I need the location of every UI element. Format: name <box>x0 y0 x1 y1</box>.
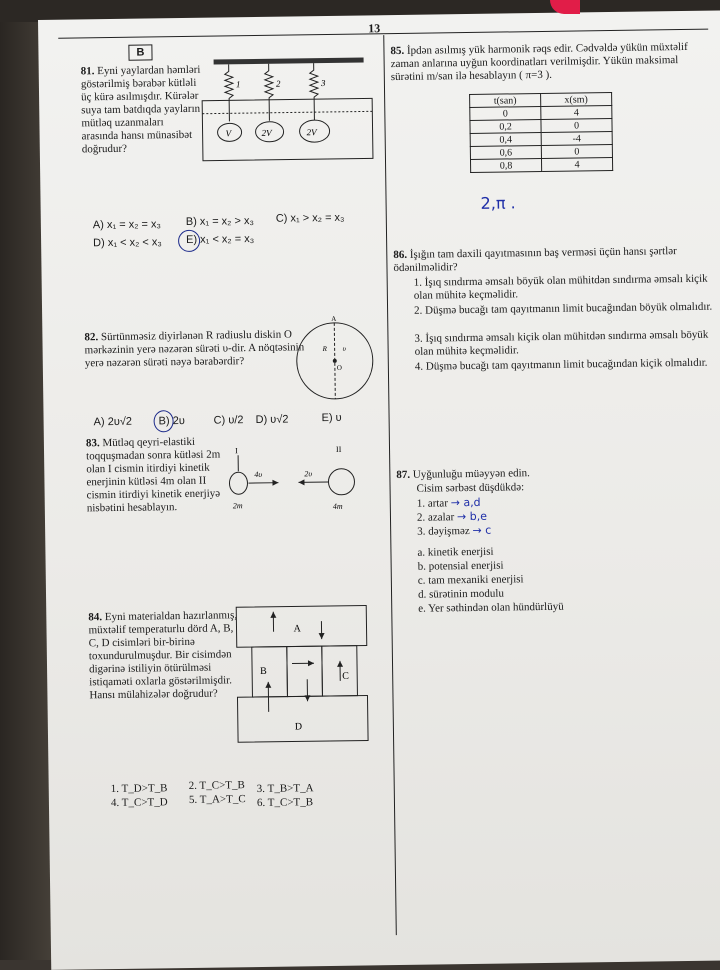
q81-figure <box>199 53 381 166</box>
q81-option-d[interactable]: D) x₁ < x₂ < x₃ <box>93 236 162 249</box>
table-row: 0,4 -4 <box>470 131 612 146</box>
q87-handwritten-1: → a,d <box>451 496 481 509</box>
q82-option-d[interactable]: D) υ√2 <box>256 414 289 426</box>
q85-handwritten-answer: 2,π . <box>480 193 515 212</box>
q82-option-e[interactable]: E) υ <box>322 412 342 424</box>
q81-option-e[interactable]: E) x₁ < x₂ = x₃ <box>186 233 254 246</box>
q84-statement-3: 3. T_B>T_A <box>257 782 314 796</box>
q86-item-4: 4. Düşmə bucağı tam qayıtmanın limit bucağından kiçik olmalıdır. <box>415 357 715 374</box>
q82-center-label: O <box>337 364 342 372</box>
q82-answer-circle <box>153 410 173 432</box>
table-row: 0 4 <box>470 105 612 120</box>
q83-mass-2: 4m <box>333 502 343 511</box>
q87-item-1: 1. artar → a,d <box>417 496 481 511</box>
q82-text: 82. Sürtünməsiz diyirlənən R radiuslu diskin O mərkəzinin yerə nəzərən sürəti υ-dir. A nöqtəsinin yerə nəzərən sürəti nəyə bərabərdir? <box>84 328 305 370</box>
q85-table-header-t: t(san) <box>470 93 541 107</box>
page-number: 13 <box>368 21 380 36</box>
q84-text: 84. Eyni materialdan hazırlanmış, müxtəlif temperaturlu dörd A, B, C, D cisimləri bir-birinə toxundurulmuşdur. Bir cisimdən digərinə istiliyin ötürülməsi istiqaməti oxlarla göstərilmişdir. Hansı mülahizələr doğrudur? <box>88 609 239 702</box>
q82-disk-figure <box>292 315 383 406</box>
exam-page <box>38 10 720 970</box>
q82-option-c[interactable]: C) υ/2 <box>214 414 244 426</box>
q87-item-2: 2. azalar → b,e <box>417 510 487 525</box>
q85-text: 85. İpdən asılmış yük harmonik rəqs edir. Cədvəldə yükün müxtəlif zaman anlarına uyğun koordinatları verilmişdir. Yükün maksimal sürətini m/san ilə hesablayın ( π=3 ). <box>390 41 711 84</box>
table-row: 0,8 4 <box>470 157 612 172</box>
q85-table <box>469 92 613 173</box>
q87-choice-b: b. potensial enerjisi <box>418 560 504 574</box>
q82-radius-label: R <box>322 345 328 353</box>
q81-spring-3: 3 <box>320 78 326 88</box>
q87-choice-a: a. kinetik enerjisi <box>417 546 493 560</box>
q81-option-b[interactable]: B) x₁ = x₂ > x₃ <box>186 215 254 228</box>
q84-statement-4: 4. T_C>T_D <box>111 796 168 810</box>
q82-option-b[interactable]: B) 2υ <box>159 415 185 427</box>
q87-handwritten-2: → b,e <box>457 510 487 523</box>
table-row: 0,6 0 <box>470 144 612 159</box>
q81-volume-3: 2V <box>307 127 319 137</box>
q87-subtitle: Cisim sərbəst düşdükdə: <box>416 481 524 496</box>
q87-text: 87. Uyğunluğu müəyyən edin. <box>396 467 530 482</box>
q83-mass-1: 2m <box>233 501 243 510</box>
q81-spring-2: 2 <box>276 79 281 89</box>
q81-spring-1: 1 <box>236 79 241 89</box>
q82-speed-label: υ <box>343 345 346 353</box>
q84-bodies-figure <box>231 600 383 752</box>
q87-choice-e: e. Yer səthindən olan hündürlüyü <box>418 601 564 616</box>
q82-option-a[interactable]: A) 2υ√2 <box>94 416 133 429</box>
q84-statement-1: 1. T_D>T_B <box>111 782 168 796</box>
q84-statement-5: 5. T_A>T_C <box>189 793 246 807</box>
q83-speed-1: 4υ <box>254 470 262 479</box>
q83-body-ii: II <box>336 445 342 454</box>
table-row: 0,2 0 <box>470 118 612 133</box>
q84-statement-2: 2. T_C>T_B <box>189 779 245 793</box>
q85-table-header-x: x(sm) <box>541 92 612 106</box>
q84-label-b: B <box>260 666 267 677</box>
q81-answer-circle <box>178 230 200 252</box>
q86-item-3: 3. İşıq sındırma əmsalı kiçik olan mühitdən sındırma əmsalı böyük olan mühitə keçməlidir. <box>414 329 714 359</box>
q84-label-d: D <box>295 721 302 732</box>
q83-speed-2: 2υ <box>304 469 312 478</box>
q81-option-c[interactable]: C) x₁ > x₂ = x₃ <box>276 212 345 225</box>
q81-option-a[interactable]: A) x₁ = x₂ = x₃ <box>93 218 161 231</box>
variant-label: B <box>128 44 152 60</box>
q82-point-label: A <box>331 315 336 323</box>
q81-text: 81. Eyni yaylardan həmləri göstərilmiş bərabər kütləli üç kürə asılmışdır. Kürələr suya tam batdıqda yayların mütləq uzanmaları arasında hansı münasibət doğrudur? <box>81 64 202 157</box>
q87-handwritten-3: → c <box>472 524 491 537</box>
q86-item-2: 2. Düşmə bucağı tam qayıtmanın limit bucağından böyük olmalıdır. <box>414 301 714 318</box>
q87-choice-c: c. tam mexaniki enerjisi <box>418 573 524 587</box>
q81-volume-1: V <box>226 128 233 138</box>
q83-text: 83. Mütləq qeyri-elastiki toqquşmadan sonra kütləsi 2m olan I cismin itirdiyi kinetik enerjinin kütləsi 4m olan II cismin itirdiyi kinetik enerjiyə nisbətini hesablayın. <box>86 435 222 515</box>
q87-item-3: 3. dəyişməz → c <box>417 524 491 539</box>
q81-volume-2: 2V <box>262 128 274 138</box>
q87-choice-d: d. sürətinin modulu <box>418 588 504 602</box>
q86-text: 86. İşığın tam daxili qayıtmasının baş verməsi üçün hansı şərtlər ödənilməlidir? <box>393 245 713 275</box>
q84-label-c: C <box>342 671 349 682</box>
q83-collision-figure <box>216 431 387 513</box>
q86-item-1: 1. İşıq sındırma əmsalı böyük olan mühitdən sındırma əmsalı kiçik olan mühitə keçməlidir. <box>414 273 714 303</box>
q84-statement-6: 6. T_C>T_B <box>257 796 313 810</box>
q84-label-a: A <box>293 623 301 634</box>
q83-body-i: I <box>235 446 238 455</box>
